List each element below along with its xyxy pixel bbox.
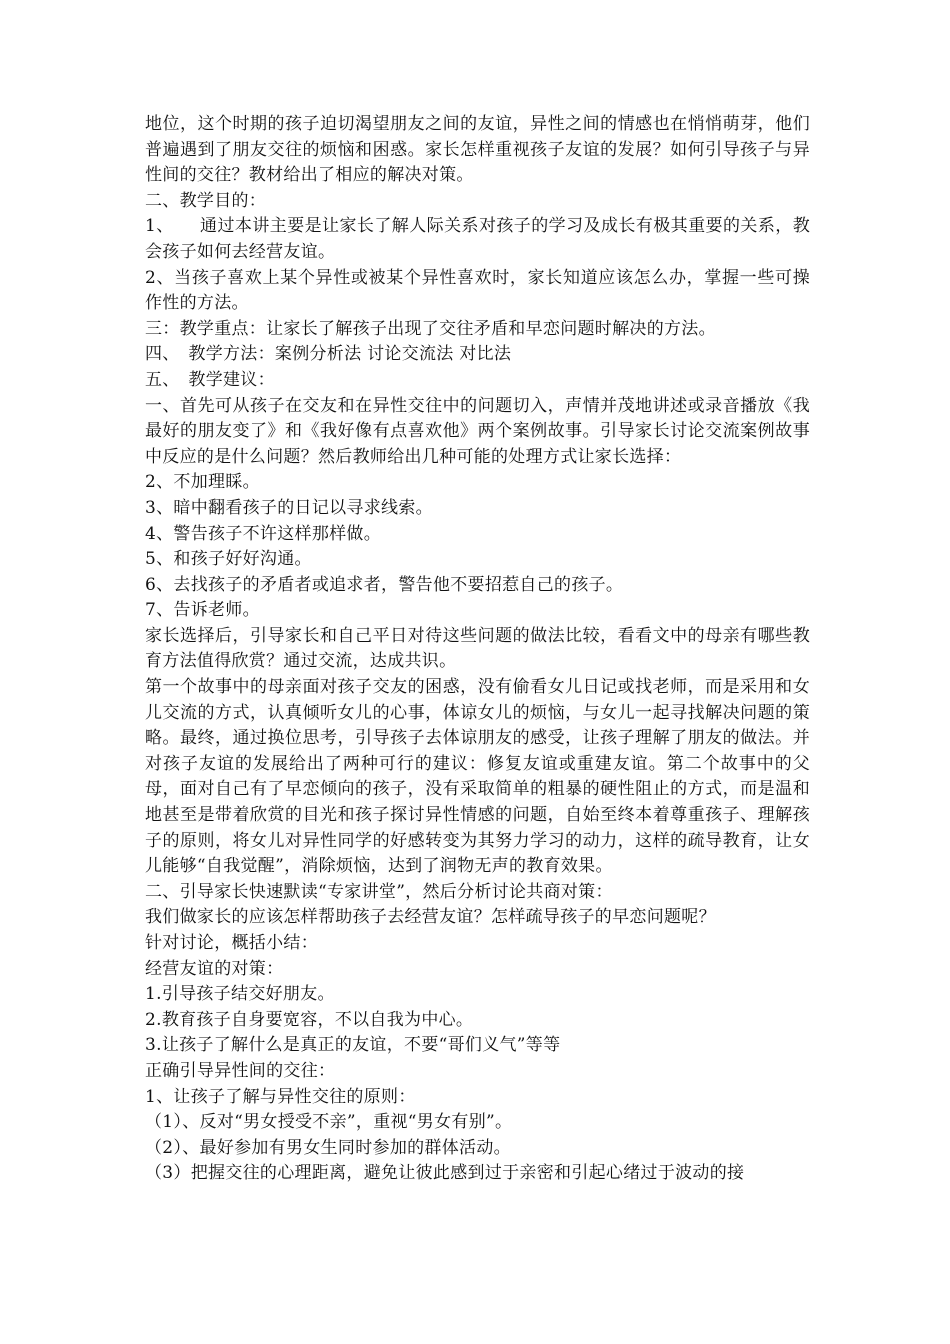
document-body — [145, 112, 810, 1187]
list-item: 3、暗中翻看孩子的日记以寻求线索。 — [145, 497, 433, 518]
list-item: （2）、最好参加有男女生同时参加的群体活动。 — [145, 1137, 511, 1158]
list-item: 6、去找孩子的矛盾者或追求者，警告他不要招惹自己的孩子。 — [145, 574, 624, 595]
paragraph: 地位，这个时期的孩子迫切渴望朋友之间的友谊，异性之间的情感也在悄悄萌芽，他们普遍遇到了朋友交往的烦恼和困惑。家长怎样重视孩子友谊的发展？如何引导孩子与异性间的交往？教材给出了相应的解决对策。 — [145, 114, 810, 186]
list-item: 5、和孩子好好沟通。 — [145, 549, 312, 570]
list-item: 7、告诉老师。 — [145, 600, 260, 621]
paragraph: 第一个故事中的母亲面对孩子交友的困惑，没有偷看女儿日记或找老师，而是采用和女儿交流的方式，认真倾听女儿的心事，体谅女儿的烦恼，与女儿一起寻找解决问题的策略。最终，通过换位思考，引导孩子去体谅朋友的感受，让孩子理解了朋友的做法。并对孩子友谊的发展给出了两种可行的建议：修复友谊或重建友谊。第二个故事中的父母，面对自己有了早恋倾向的孩子，没有采取简单的粗暴的硬性阻止的方式，而是温和地甚至是带着欣赏的目光和孩子探讨异性情感的问题，自始至终本着尊重孩子、理解孩子的原则，将女儿对异性同学的好感转变为其努力学习的动力，这样的疏导教育，让女儿能够“自我觉醒”，消除烦恼，达到了润物无声的教育效果。 — [145, 677, 810, 877]
section-heading: 四、 教学方法：案例分析法 讨论交流法 对比法 — [145, 344, 512, 365]
section-heading: 二、教学目的： — [145, 190, 267, 211]
list-item: 4、警告孩子不许这样那样做。 — [145, 523, 382, 544]
list-item: 3.让孩子了解什么是真正的友谊，不要“哥们义气”等等 — [145, 1035, 561, 1056]
list-item: （1）、反对“男女授受不亲”，重视“男女有别”。 — [145, 1112, 513, 1133]
list-item: 2、不加理睬。 — [145, 472, 260, 493]
paragraph: 我们做家长的应该怎样帮助孩子去经营友谊？怎样疏导孩子的早恋问题呢？ — [145, 907, 716, 928]
list-item: 1.引导孩子结交好朋友。 — [145, 984, 335, 1005]
list-item: 1、 通过本讲主要是让家长了解人际关系对孩子的学习及成长有极其重要的关系，教会孩子如何去经营友谊。 — [145, 216, 810, 262]
section-heading: 三：教学重点：让家长了解孩子出现了交往矛盾和早恋问题时解决的方法。 — [145, 318, 716, 339]
paragraph: 家长选择后，引导家长和自己平日对待这些问题的做法比较，看看文中的母亲有哪些教育方法值得欣赏？通过交流，达成共识。 — [145, 625, 810, 672]
paragraph: 经营友谊的对策： — [145, 958, 284, 979]
list-item: 2.教育孩子自身要宽容，不以自我为中心。 — [145, 1009, 474, 1030]
list-item: 2、当孩子喜欢上某个异性或被某个异性喜欢时，家长知道应该怎么办，掌握一些可操作性的方法。 — [145, 267, 810, 314]
paragraph: 针对讨论，概括小结： — [145, 933, 318, 953]
paragraph: 一、首先可从孩子在交友和在异性交往中的问题切入，声情并茂地讲述或录音播放《我最好的朋友变了》和《我好像有点喜欢他》两个案例故事。引导家长讨论交流案例故事中反应的是什么问题？然后教师给出几种可能的处理方式让家长选择： — [145, 395, 810, 467]
paragraph: 正确引导异性间的交往： — [145, 1060, 336, 1081]
section-heading: 二、引导家长快速默读“专家讲堂”，然后分析讨论共商对策： — [145, 881, 613, 902]
list-item: （3）把握交往的心理距离，避免让彼此感到过于亲密和引起心绪过于波动的接 — [145, 1163, 745, 1184]
list-item: 1、让孩子了解与异性交往的原则： — [145, 1086, 416, 1107]
section-heading: 五、 教学建议： — [145, 369, 275, 390]
